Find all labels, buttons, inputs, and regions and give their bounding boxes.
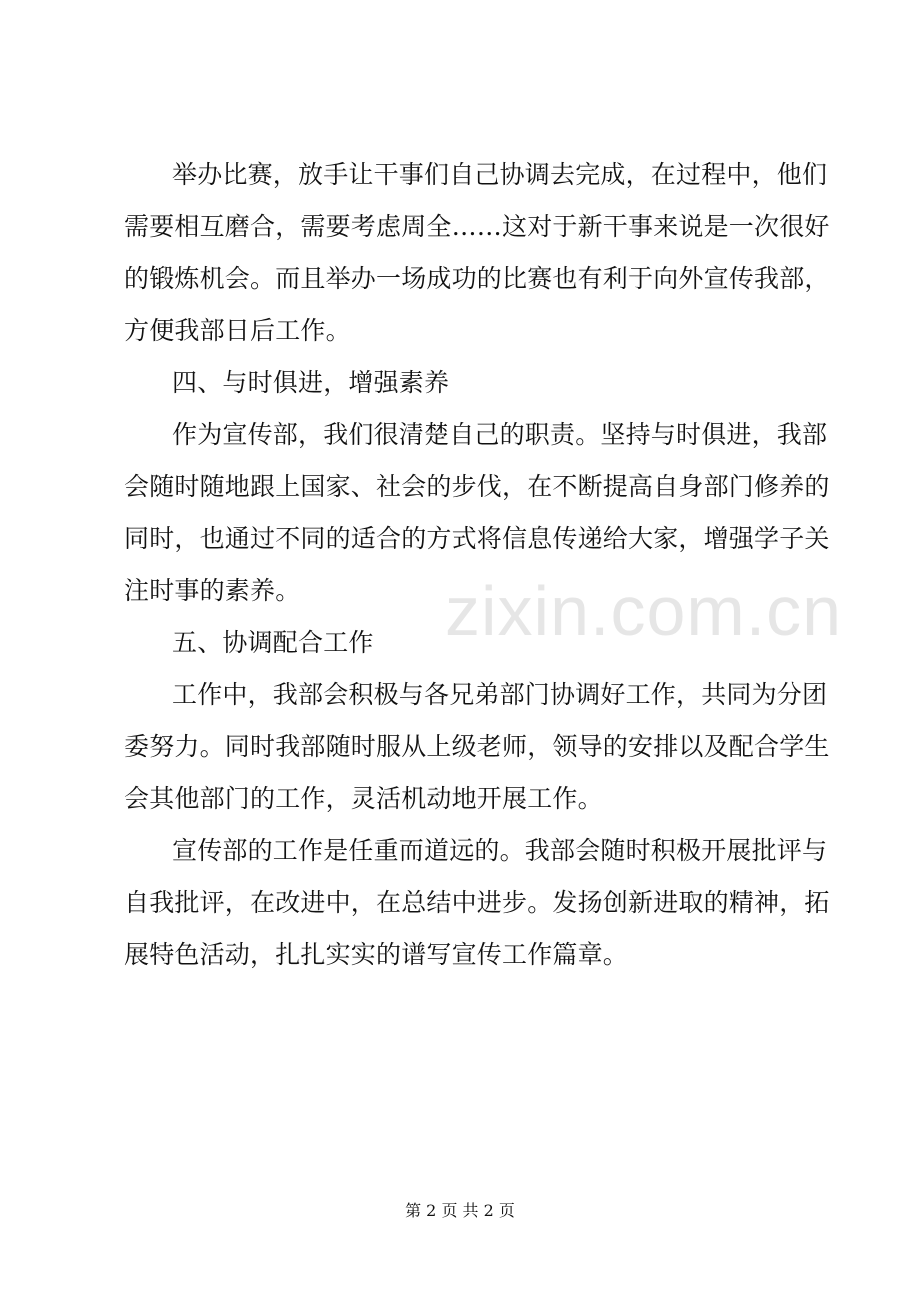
paragraph-3-line-2: 委努力。同时我部随时服从上级老师，领导的安排以及配合学生 xyxy=(124,732,830,761)
paragraph-3-line-3: 会其他部门的工作，灵活机动地开展工作。 xyxy=(124,784,603,813)
paragraph-2-line-2: 会随时随地跟上国家、社会的步伐，在不断提高自身部门修养的 xyxy=(124,472,830,501)
section-heading-5: 五、协调配合工作 xyxy=(172,628,374,657)
paragraph-1-line-3: 的锻炼机会。而且举办一场成功的比赛也有利于向外宣传我部， xyxy=(124,264,830,293)
section-heading-4: 四、与时俱进，增强素养 xyxy=(172,368,450,397)
paragraph-4-line-2: 自我批评，在改进中，在总结中进步。发扬创新进取的精神，拓 xyxy=(124,888,830,917)
paragraph-4-line-1: 宣传部的工作是任重而道远的。我部会随时积极开展批评与 xyxy=(172,836,828,865)
paragraph-1-line-1: 举办比赛，放手让干事们自己协调去完成，在过程中，他们 xyxy=(172,160,828,189)
paragraph-2-line-4: 注时事的素养。 xyxy=(124,576,301,605)
paragraph-1-line-2: 需要相互磨合，需要考虑周全……这对于新干事来说是一次很好 xyxy=(124,212,830,241)
page-footer: 第 2 页 共 2 页 xyxy=(405,1201,515,1220)
watermark: zixin.com.cn xyxy=(445,572,843,650)
paragraph-2-line-3: 同时，也通过不同的适合的方式将信息传递给大家，增强学子关 xyxy=(124,524,830,553)
paragraph-1-line-4: 方便我部日后工作。 xyxy=(124,316,351,345)
paragraph-3-line-1: 工作中，我部会积极与各兄弟部门协调好工作，共同为分团 xyxy=(172,680,828,709)
paragraph-4-line-3: 展特色活动，扎扎实实的谱写宣传工作篇章。 xyxy=(124,940,629,969)
paragraph-2-line-1: 作为宣传部，我们很清楚自己的职责。坚持与时俱进，我部 xyxy=(172,420,828,449)
